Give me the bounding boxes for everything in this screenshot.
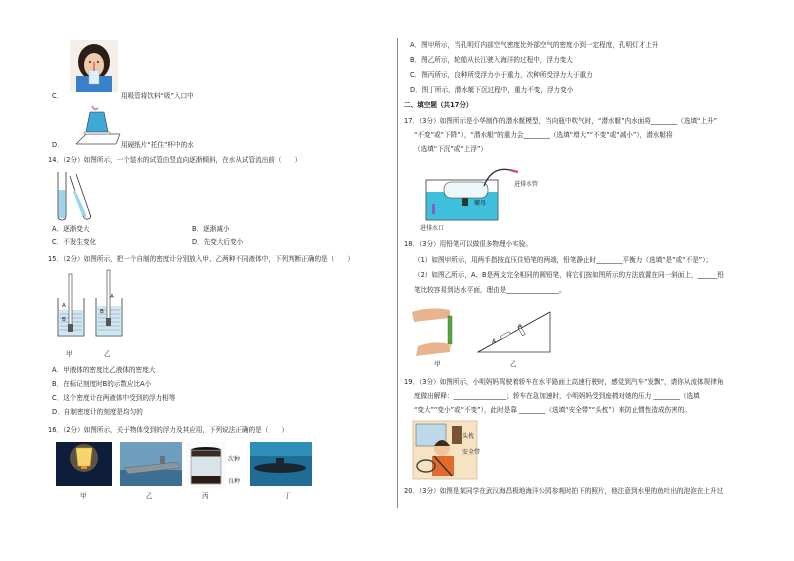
q17-label-pipe: 进排水管: [514, 181, 539, 188]
q20-line-1: 20．（3分）如图是某同学在武汉海昌极地海洋公园参观时拍下的照片，他注意到水里的鱼吐出的泡泡在上升过: [404, 487, 724, 495]
seed-selection-beaker-photo: [186, 442, 226, 488]
pencil-between-fingers-figure: [410, 300, 466, 358]
q15-option-a: A．甲液体的密度比乙液体的密度大: [52, 366, 156, 374]
q16-caption-yi: 乙: [146, 492, 153, 500]
girl-drinking-photo: [70, 40, 118, 92]
q19-line-1: 19．（3分）如图所示，小明妈妈驾驶着轿车在水平路面上高速行驶时，感觉到汽车“发飘”，请你从流体规律角: [404, 378, 724, 386]
q19-label-headrest: 头枕: [462, 433, 475, 440]
q17-label-port: 进排水口: [420, 225, 445, 232]
q16-caption-ding: 丁: [284, 492, 291, 500]
q16-stem: 16．（2分）如图所示，关于物体受到的浮力及其应用，下列说法正确的是（ ）: [48, 426, 289, 434]
q18-caption-jia: 甲: [434, 360, 441, 368]
inverted-cup-figure: [70, 104, 122, 148]
q16-option-d: D．图丁所示，潜水艇下沉过程中，重力不变，浮力变小: [410, 86, 574, 94]
q18-label-b: B: [518, 324, 523, 331]
section-fill-in-title: 二、填空题（共17分）: [404, 101, 473, 109]
submarine-model-figure: [424, 162, 528, 232]
q14-option-b: B．逐渐减小: [192, 225, 230, 233]
q14-option-a: A．逐渐变大: [52, 225, 90, 233]
q18-part-1: （1）如图甲所示，用两手指按直压住铅笔的两端，铅笔静止时________平衡力（选填“是”或“不是”）；: [414, 256, 713, 264]
q17-label-nut: 螺母: [474, 200, 487, 207]
sky-lantern-photo: [56, 442, 112, 486]
q17-line-1: 17．（3分）如图所示是小华制作的潜水艇模型，当向瓶中吹气时，“潜水艇”内水面将________（选填“上升”: [404, 117, 718, 125]
q15-option-b: B．在标记刻度时B的示数应比A小: [52, 380, 152, 388]
column-divider: [397, 38, 398, 508]
q16-caption-jia: 甲: [80, 492, 87, 500]
q16-label-good-seed: 良种: [228, 478, 241, 485]
q16-option-c: C．图丙所示，良种所受浮力小于重力，次种所受浮力大于重力: [410, 71, 593, 79]
q15-marker-b-left: B: [62, 317, 66, 323]
submarine-photo: [250, 442, 312, 486]
q16-option-a: A．图甲所示，当孔明灯内部空气密度比外部空气的密度小到一定程度，孔明灯才上升: [410, 41, 659, 49]
q17-line-2: “不变”或“下降”），“潜水艇”的重力会________（选填“增大”“不变”或“减小”），潜水艇将: [414, 131, 673, 139]
q18-part-2b: 笔比较容易到达水平面，理由是________________。: [414, 286, 566, 294]
q18-stem: 18．（3分）用铅笔可以做很多物理小实验。: [404, 240, 532, 248]
q13-option-c-letter: C．: [52, 92, 64, 100]
q19-line-2: 度做出解释：________________；轿车在急加速时，小明妈妈受到座椅对她的压力 ________（选填: [414, 392, 700, 400]
q14-stem: 14．（2分）如图所示，一个装水的试管由竖直向逐渐倾斜，在水从试管流出前（ ）: [48, 156, 302, 164]
q16-option-b: B．图乙所示，轮船从长江驶入海洋的过程中，浮力变大: [410, 56, 573, 64]
q15-marker-b-right: B: [100, 309, 104, 315]
q16-label-inferior-seed: 次种: [228, 456, 241, 463]
q15-option-d: D．自制密度计的刻度是均匀的: [52, 408, 143, 416]
q19-label-seatbelt: 安全带: [462, 449, 481, 456]
q19-line-3: “变大”“变小”或“不变”），此时是靠 ________（选填“安全带”“头枕”）来防止惯性造成伤害的。: [414, 406, 691, 414]
density-meter-figure: [56, 268, 126, 348]
q17-line-3: （选填“下沉”或“上浮”）: [414, 145, 488, 153]
q18-caption-yi: 乙: [510, 360, 517, 368]
q13-option-d-text: 用硬纸片“托住”杯中的水: [121, 141, 194, 149]
q18-label-a: A: [492, 338, 497, 345]
q14-option-c: C．不发生变化: [52, 238, 97, 246]
q16-caption-bing: 丙: [202, 492, 209, 500]
tilted-test-tube-figure: [52, 170, 100, 222]
q13-option-d-letter: D．: [52, 141, 64, 149]
q15-stem: 15．（2分）如图所示，把一个自制的密度计分别放入甲、乙两种不同液体中，下列判断正确的是（ ）: [48, 255, 355, 263]
q18-part-2a: （2）如图乙所示，A、B是两支完全相同的圆铅笔，将它们按如图所示的方法放置在同一斜面上，______铅: [414, 271, 724, 279]
pencils-on-slope-figure: [474, 304, 554, 356]
q15-caption-jia: 甲: [66, 350, 73, 358]
q13-option-c-text: 用吸管将饮料“吸”入口中: [121, 92, 194, 100]
aircraft-carrier-photo: [120, 442, 182, 486]
q14-option-d: D．先变大后变小: [192, 238, 244, 246]
q15-marker-a-left: A: [62, 303, 66, 309]
q15-caption-yi: 乙: [104, 350, 111, 358]
q15-option-c: C．这个密度计在两液体中受到的浮力相等: [52, 394, 176, 402]
q15-marker-a-right: A: [110, 294, 114, 300]
